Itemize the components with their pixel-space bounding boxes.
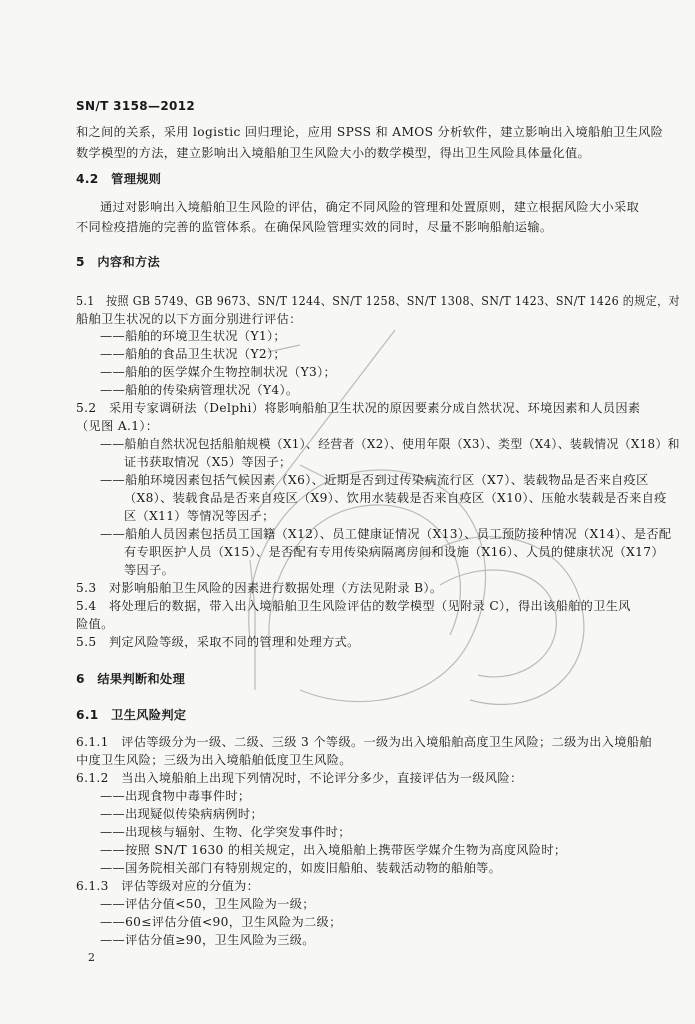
list-item: ——船舶环境因素包括气候因素（X6）、近期是否到过传染病流行区（X7）、装载物品是否来自疫区 bbox=[100, 473, 649, 487]
list-item-continued: 等因子。 bbox=[124, 563, 175, 577]
list-item: ——船舶自然状况包括船舶规模（X1）、经营者（X2）、使用年限（X3）、类型（X4）、装载情况（X18）和 bbox=[100, 437, 680, 451]
paragraph-line: 不同检疫措施的完善的监管体系。在确保风险管理实效的同时，尽量不影响船舶运输。 bbox=[76, 220, 553, 234]
clause-line: 5.4 将处理后的数据，带入出入境船舶卫生风险评估的数学模型（见附录 C），得出该船舶的卫生风 bbox=[76, 599, 631, 613]
clause-line: 船舶卫生状况的以下方面分别进行评估： bbox=[76, 312, 302, 326]
page-number: 2 bbox=[88, 951, 96, 964]
subsection-heading: 6.1 卫生风险判定 bbox=[76, 708, 187, 722]
list-item: ——船舶的食品卫生状况（Y2）； bbox=[100, 347, 286, 361]
clause-line: 险值。 bbox=[76, 617, 114, 631]
clause-line: 5.3 对影响船舶卫生风险的因素进行数据处理（方法见附录 B）。 bbox=[76, 581, 443, 595]
list-item-continued: 有专职医护人员（X15）、是否配有专用传染病隔离房间和设施（X16）、人员的健康状况（X17） bbox=[124, 545, 664, 559]
clause-line: 5.1 按照 GB 5749、GB 9673、SN/T 1244、SN/T 1258、SN/T 1308、SN/T 1423、SN/T 1426 的规定，对 bbox=[76, 294, 680, 308]
list-item: ——60≤评估分值<90，卫生风险为二级； bbox=[100, 915, 342, 929]
list-item: ——出现疑似传染病病例时； bbox=[100, 807, 263, 821]
list-item: ——船舶人员因素包括员工国籍（X12）、员工健康证情况（X13）、员工预防接种情况（X14）、是否配 bbox=[100, 527, 672, 541]
clause-line: 6.1.3 评估等级对应的分值为： bbox=[76, 879, 260, 893]
clause-line: 中度卫生风险；三级为出入境船舶低度卫生风险。 bbox=[76, 753, 352, 767]
paragraph-line: 和之间的关系，采用 logistic 回归理论，应用 SPSS 和 AMOS 分析软件，建立影响出入境船舶卫生风险 bbox=[76, 125, 664, 139]
list-item-continued: （X8）、装载食品是否来自疫区（X9）、饮用水装载是否来自疫区（X10）、压舱水装载是否来自疫 bbox=[124, 491, 667, 505]
list-item: ——出现核与辐射、生物、化学突发事件时； bbox=[100, 825, 351, 839]
list-item-continued: 区（X11）等情况等因子； bbox=[124, 509, 275, 523]
clause-line: （见图 A.1）： bbox=[76, 419, 159, 433]
list-item: ——船舶的传染病管理状况（Y4）。 bbox=[100, 383, 299, 397]
list-item: ——按照 SN/T 1630 的相关规定，出入境船舶上携带医学媒介生物为高度风险时； bbox=[100, 843, 567, 857]
section-heading: 5 内容和方法 bbox=[76, 255, 161, 269]
clause-line: 6.1.2 当出入境船舶上出现下列情况时，不论评分多少，直接评估为一级风险： bbox=[76, 771, 523, 785]
list-item-continued: 证书获取情况（X5）等因子； bbox=[124, 455, 292, 469]
paragraph-line: 通过对影响出入境船舶卫生风险的评估，确定不同风险的管理和处置原则，建立根据风险大小采取 bbox=[100, 200, 640, 214]
document-id: SN/T 3158—2012 bbox=[76, 99, 196, 113]
list-item: ——评估分值<50，卫生风险为一级； bbox=[100, 897, 315, 911]
section-heading: 6 结果判断和处理 bbox=[76, 672, 186, 686]
list-item: ——船舶的医学媒介生物控制状况（Y3）； bbox=[100, 365, 337, 379]
list-item: ——评估分值≥90，卫生风险为三级。 bbox=[100, 933, 315, 947]
clause-line: 5.2 采用专家调研法（Delphi）将影响船舶卫生状况的原因要素分成自然状况、环境因素和人员因素 bbox=[76, 401, 641, 415]
list-item: ——船舶的环境卫生状况（Y1）； bbox=[100, 329, 286, 343]
list-item: ——出现食物中毒事件时； bbox=[100, 789, 251, 803]
clause-line: 6.1.1 评估等级分为一级、二级、三级 3 个等级。一级为出入境船舶高度卫生风险；二级为出入境船舶 bbox=[76, 735, 652, 749]
list-item: ——国务院相关部门有特别规定的，如废旧船舶、装载活动物的船舶等。 bbox=[100, 861, 502, 875]
clause-line: 5.5 判定风险等级，采取不同的管理和处理方式。 bbox=[76, 635, 360, 649]
section-heading: 4.2 管理规则 bbox=[76, 172, 162, 186]
paragraph-line: 数学模型的方法，建立影响出入境船舶卫生风险大小的数学模型，得出卫生风险具体量化值。 bbox=[76, 146, 591, 160]
